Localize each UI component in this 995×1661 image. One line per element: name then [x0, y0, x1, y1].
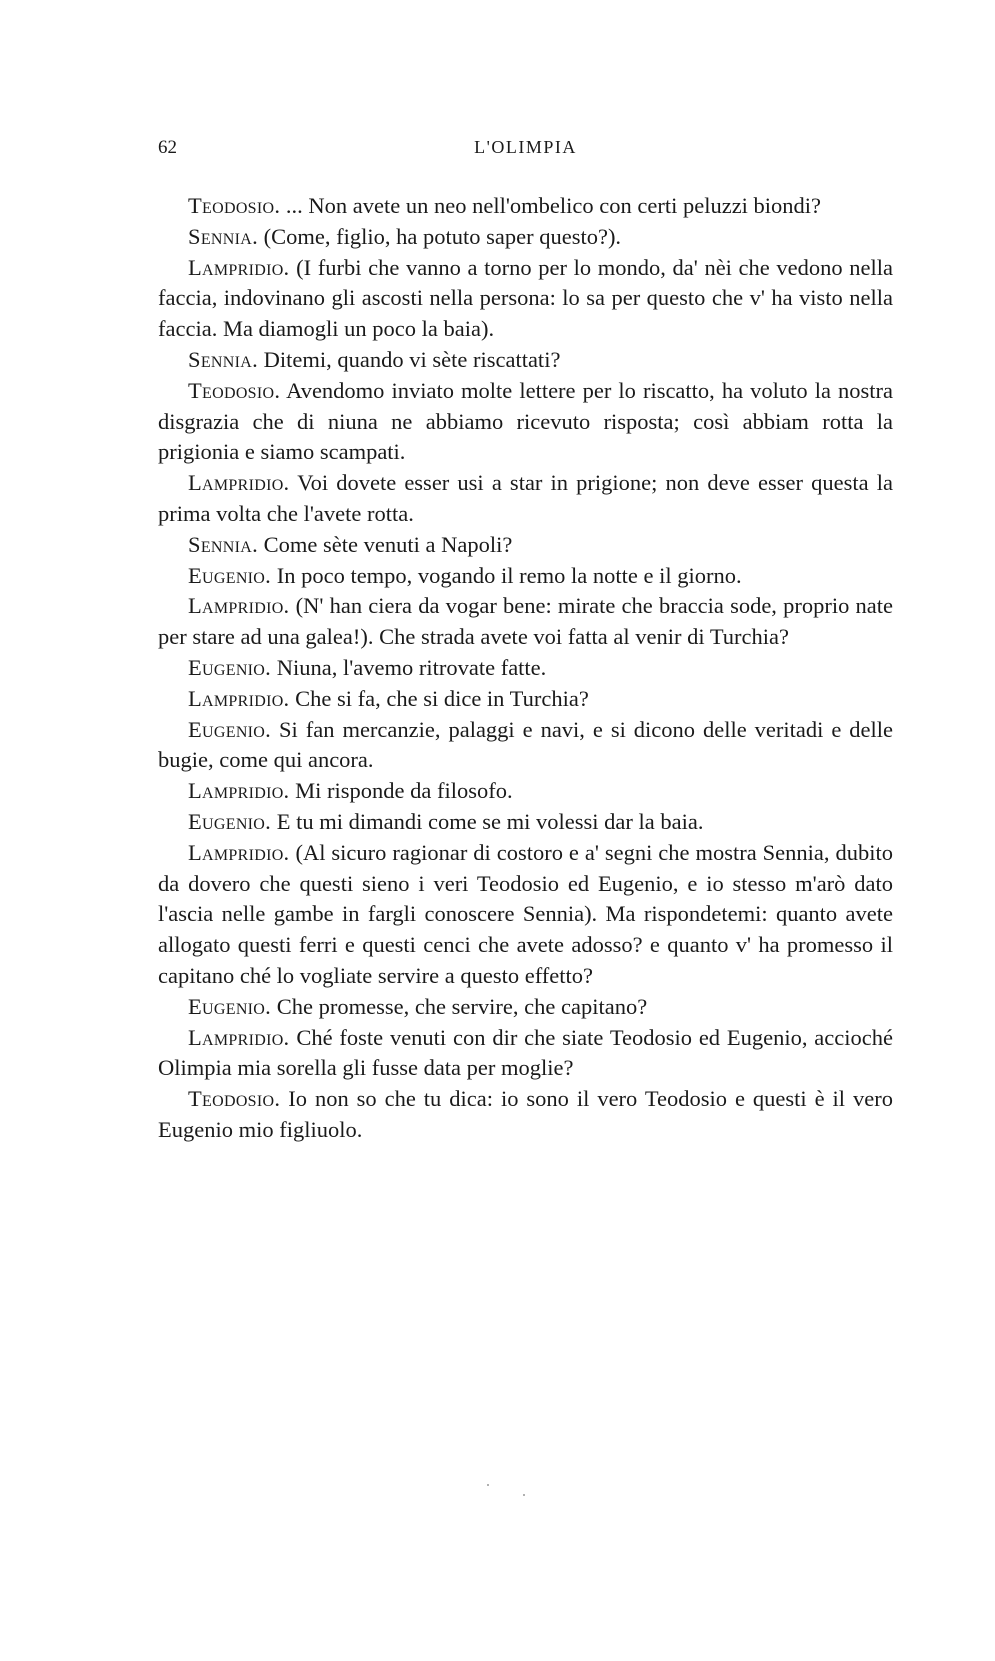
speech-text: Ché foste venuti con dir che siate Teodosio ed Eugenio, accioché Olimpia mia sorella gli fusse data per moglie?	[158, 1024, 893, 1081]
speaker-name: Sennia.	[188, 346, 259, 372]
speaker-name: Eugenio.	[188, 562, 272, 588]
speaker-name: Sennia.	[188, 531, 259, 557]
speaker-name: Lampridio.	[188, 254, 290, 280]
speech-text: (N' han ciera da vogar bene: mirate che braccia sode, proprio nate per stare ad una galea!). Che strada avete voi fatta al venir di Turchia?	[158, 593, 893, 650]
speech-paragraph	[158, 653, 893, 684]
running-head	[158, 137, 893, 165]
speech-paragraph	[158, 253, 893, 345]
page-number: 62	[158, 137, 177, 158]
speech-text: Io non so che tu dica: io sono il vero Teodosio e questi è il vero Eugenio mio figliuolo.	[158, 1086, 893, 1142]
speech-paragraph	[158, 684, 893, 715]
speech-text: Come sète venuti a Napoli?	[258, 531, 513, 557]
speaker-name: Lampridio.	[188, 839, 290, 865]
speech-text: Che si fa, che si dice in Turchia?	[289, 685, 589, 711]
speaker-name: Lampridio.	[188, 1024, 290, 1050]
speech-text: ... Non avete un neo nell'ombelico con certi peluzzi biondi?	[280, 193, 822, 218]
speaker-name: Lampridio.	[188, 685, 290, 711]
speech-text: Niuna, l'avemo ritrovate fatte.	[271, 654, 547, 680]
speaker-name: Lampridio.	[188, 470, 290, 496]
speech-text: (Al sicuro ragionar di costoro e a' segni che mostra Sennia, dubito da dovero che questi sieno i veri Teodosio ed Eugenio, e io stesso m'arò dato l'ascia nelle gambe in fargli conoscere Sennia). Ma rispondetemi: quanto avete allogato questi ferri e questi cenci che avete adosso? e quanto v' ha promesso il capitano ché lo vogliate servire a questo effetto?	[158, 839, 893, 988]
speech-text: Si fan mercanzie, palaggi e navi, e si dicono delle veritadi e delle bugie, come qui ancora.	[158, 716, 893, 773]
speech-paragraph	[158, 561, 893, 592]
scan-speck	[523, 1494, 525, 1496]
speaker-name: Sennia.	[188, 223, 259, 249]
speech-paragraph	[158, 1084, 893, 1146]
speech-paragraph	[158, 530, 893, 561]
running-title: L'OLIMPIA	[474, 137, 577, 157]
scan-specks	[487, 1484, 527, 1500]
speech-paragraph	[158, 345, 893, 376]
speech-paragraph	[158, 191, 893, 222]
speech-paragraph	[158, 468, 893, 530]
speech-paragraph	[158, 807, 893, 838]
speaker-name: Eugenio.	[188, 654, 272, 680]
speech-text: (I furbi che vanno a torno per lo mondo, da' nèi che vedono nella faccia, indovinano gli ascosti nella persona: lo sa per questo che v' ha visto nella faccia. Ma diamogli un poco la baia).	[158, 254, 893, 342]
speech-paragraph	[158, 715, 893, 777]
speaker-name: Eugenio.	[188, 716, 272, 742]
speech-paragraph	[158, 591, 893, 653]
speech-text: Voi dovete esser usi a star in prigione; non deve esser questa la prima volta che l'avete rotta.	[158, 470, 893, 526]
speech-paragraph	[158, 222, 893, 253]
speech-paragraph	[158, 838, 893, 992]
speech-paragraph	[158, 376, 893, 468]
speech-text: Ditemi, quando vi sète riscattati?	[258, 346, 561, 372]
speaker-name: Eugenio.	[188, 808, 272, 834]
speech-text: Mi risponde da filosofo.	[289, 778, 513, 804]
speech-paragraph	[158, 776, 893, 807]
speaker-name: Teodosio.	[188, 377, 281, 403]
speech-text: Avendomo inviato molte lettere per lo riscatto, ha voluto la nostra disgrazia che di niuna ne abbiamo ricevuto risposta; così abbiam rotta la prigionia e siamo scampati.	[158, 377, 893, 465]
speech-text: E tu mi dimandi come se mi volessi dar la baia.	[271, 808, 704, 834]
speech-text: (Come, figlio, ha potuto saper questo?).	[258, 223, 622, 249]
speaker-name: Lampridio.	[188, 593, 290, 619]
speaker-name: Eugenio.	[188, 993, 272, 1019]
dialogue-body	[158, 191, 893, 1146]
speaker-name: Teodosio.	[188, 1086, 281, 1112]
scan-speck	[487, 1484, 489, 1486]
speech-text: In poco tempo, vogando il remo la notte e il giorno.	[271, 562, 742, 588]
speech-text: Che promesse, che servire, che capitano?	[271, 993, 648, 1019]
speech-paragraph	[158, 992, 893, 1023]
speaker-name: Teodosio.	[188, 193, 281, 218]
speech-paragraph	[158, 1023, 893, 1085]
speaker-name: Lampridio.	[188, 778, 290, 804]
